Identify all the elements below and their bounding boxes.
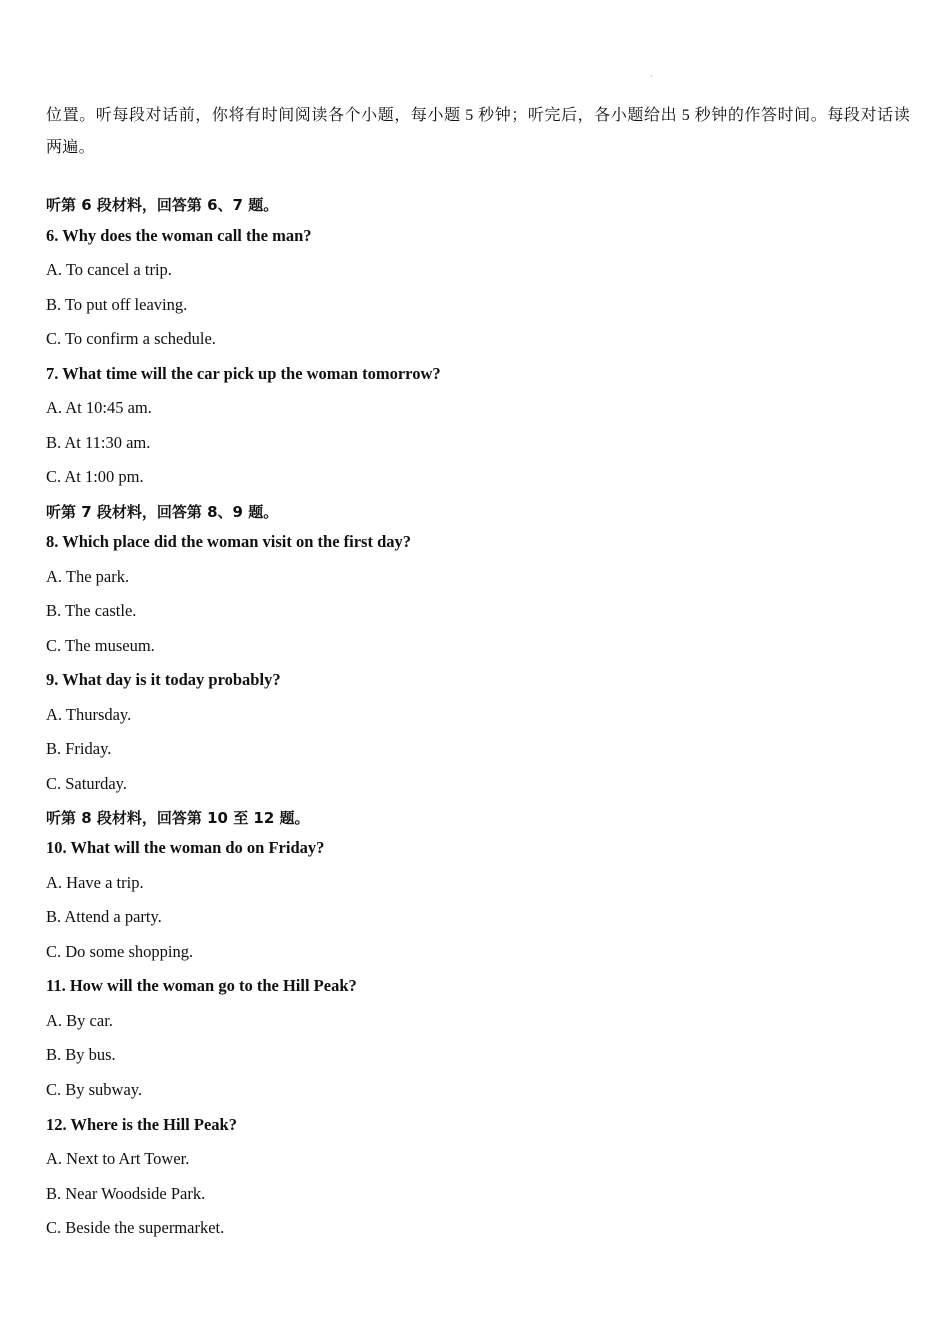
answer-option: A. By car. bbox=[46, 1011, 113, 1030]
answer-option: B. By bus. bbox=[46, 1045, 116, 1064]
section-heading: 听第 6 段材料，回答第 6、7 题。 bbox=[46, 196, 279, 214]
section-heading: 听第 7 段材料，回答第 8、9 题。 bbox=[46, 503, 279, 521]
question-stem: 6. Why does the woman call the man? bbox=[46, 226, 312, 245]
answer-option: C. Do some shopping. bbox=[46, 942, 194, 961]
answer-option: B. The castle. bbox=[46, 601, 137, 620]
answer-option: A. The park. bbox=[46, 567, 130, 586]
answer-option: A. To cancel a trip. bbox=[46, 260, 172, 279]
answer-option: B. At 11:30 am. bbox=[46, 433, 151, 452]
question-stem: 12. Where is the Hill Peak? bbox=[46, 1115, 237, 1134]
answer-option: C. The museum. bbox=[46, 636, 155, 655]
answer-option: B. Friday. bbox=[46, 739, 112, 758]
answer-option: A. Thursday. bbox=[46, 705, 132, 724]
answer-option: A. Have a trip. bbox=[46, 873, 144, 892]
question-stem: 11. How will the woman go to the Hill Peak? bbox=[46, 976, 357, 995]
question-stem: 10. What will the woman do on Friday? bbox=[46, 838, 325, 857]
answer-option: C. Saturday. bbox=[46, 774, 127, 793]
question-stem: 9. What day is it today probably? bbox=[46, 670, 281, 689]
answer-option: C. At 1:00 pm. bbox=[46, 467, 144, 486]
top-mark: · bbox=[650, 72, 653, 81]
question-stem: 7. What time will the car pick up the woman tomorrow? bbox=[46, 364, 441, 383]
answer-option: B. Near Woodside Park. bbox=[46, 1184, 206, 1203]
answer-option: A. Next to Art Tower. bbox=[46, 1149, 190, 1168]
instructions-paragraph: 位置。听每段对话前，你将有时间阅读各个小题，每小题 5 秒钟；听完后，各小题给出 5 秒钟的作答时间。每段对话读两遍。 bbox=[46, 107, 910, 156]
section-heading: 听第 8 段材料，回答第 10 至 12 题。 bbox=[46, 809, 310, 827]
answer-option: A. At 10:45 am. bbox=[46, 398, 152, 417]
answer-option: C. By subway. bbox=[46, 1080, 143, 1099]
answer-option: C. Beside the supermarket. bbox=[46, 1218, 225, 1237]
answer-option: B. Attend a party. bbox=[46, 907, 162, 926]
answer-option: B. To put off leaving. bbox=[46, 295, 188, 314]
answer-option: C. To confirm a schedule. bbox=[46, 329, 216, 348]
question-stem: 8. Which place did the woman visit on the first day? bbox=[46, 532, 412, 551]
